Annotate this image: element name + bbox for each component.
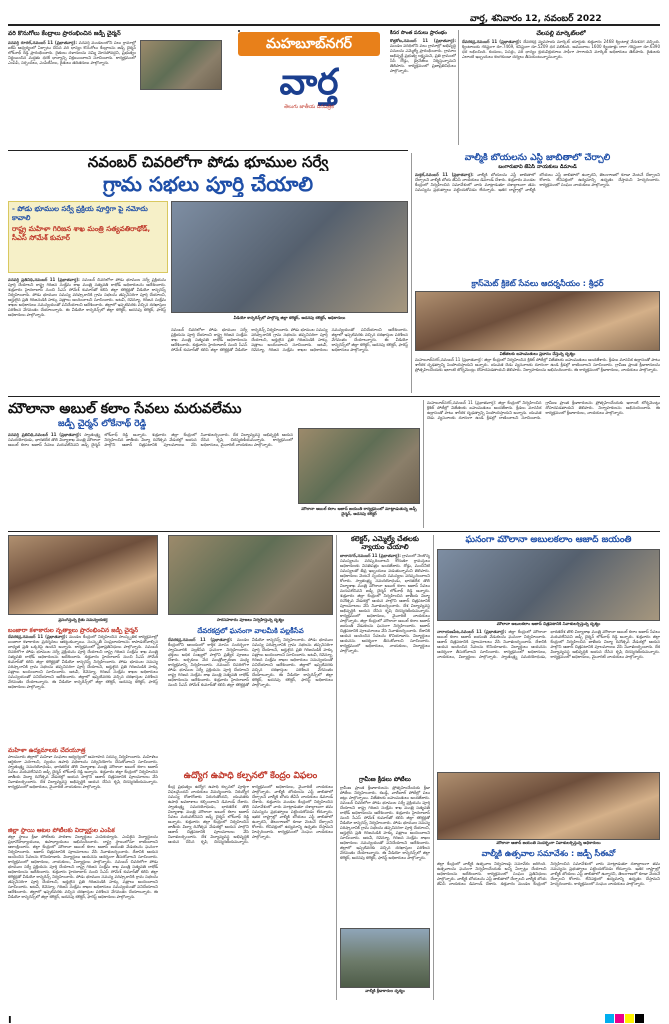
- article-body: వనపర్తి రూరల్,నవంబర్ 11 (ప్రభాతవార్త): వనపర్తి మండలంలోని పలు గ్రామాల్లో ఐకేపీ ఆధ్వర్యంలో ఏర్పాటు చేసిన వరి ధాన్యం కొనుగోలు కేంద్రాలను జడ్పీ చైర్మన్ లోక్‌నాథ్ రెడ్డి ప్రారంభించారు. రైతులు దళారులను నమ్మి మోసపోవద్దని, ప్రభుత్వం నిర్ణయించిన మద్దతు ధరకే ధాన్యాన్ని విక్రయించాలని సూచించారు. కార్యక్రమంలో ఎంపీపీ, సర్పంచ్‌లు, ఎంపీటీసీలు, రైతులు తదితరులు పాల్గొన్నారు.: [8, 40, 136, 65]
- cyan-swatch: [605, 1014, 614, 1023]
- middle-photo: [298, 428, 420, 504]
- caption-2: మౌలానా ఆజాద్ జయంతి సందర్భంగా నివాళులర్పిస్తున్న అధికారులు: [496, 840, 601, 845]
- article-body: వనపర్తి ప్రతినిధి,నవంబర్ 11 (ప్రభాతవార్త): స్వాతంత్ర్య సమరయోధుడు, భారతదేశ తొలి విద్యాశాఖ మంత్రి మౌలానా అబుల్ కలాం ఆజాద్ సేవలు మరువలేనివని జడ్పీ చైర్మన్ లోక్‌నాథ్ రెడ్డి అన్నారు. శుక్రవారం జిల్లా కేంద్రంలో నిర్వహించిన జాతీయ విద్యా దినోత్సవ వేడుకల్లో ఆయన పాల్గొని ఆజాద్ చిత్రపటానికి పూలమాలలు వేసి నివాళులర్పించారు. దేశ విద్యావ్యవస్థ అభివృద్ధికి ఆయన చేసిన కృషి చిరస్మరణీయమన్నారు. కార్యక్రమంలో అధికారులు, మైనారిటీ నాయకులు పాల్గొన్నారు.: [8, 432, 293, 447]
- photo-caption: వాల్మీకి క్రీడాకారుల దృశ్యం: [365, 988, 405, 993]
- black-swatch: [635, 1014, 644, 1023]
- district-name: మహబూబ్‌నగర్: [266, 36, 352, 52]
- caption-2: సారసహకారం పూజలు నిర్వహిస్తున్న దృశ్యం: [216, 617, 285, 622]
- main-story: [8, 153, 408, 393]
- headline: వాల్మీకి బోయలను ఎస్టీ జాబితాలో చేర్చాలి: [464, 153, 611, 163]
- main-body-col2: నవంబర్ చివరిలోగా పోడు భూముల సర్వే ప్రక్రియను పూర్తి చేయాలని రాష్ట్ర గిరిజన సంక్షేమ శాఖ మంత్రి సత్యవతి రాథోడ్ అధికారులను ఆదేశించారు. శుక్రవారం హైదరాబాద్ నుంచి సీఎస్ సోమేశ్ కుమార్‌తో కలిసి జిల్లా కలెక్టర్లతో వీడియో కాన్ఫరెన్స్ నిర్వహించారు. పోడు భూముల సమస్య పరిష్కారానికి గ్రామ సభలను తప్పనిసరిగా పూర్తి చేయాలని, అర్హులైన ప్రతి గిరిజనుడికి హక్కు పత్రాలు అందించాలని సూచించారు. అటవీ, రెవెన్యూ, గిరిజన సంక్షేమ శాఖల అధికారులు సమన్వయంతో పనిచేయాలని ఆదేశించారు. జిల్లాలో ఇప్పటివరకు వచ్చిన దరఖాస్తుల పరిశీలన వేగవంతం చేయాలన్నారు. ఈ వీడియో కాన్ఫరెన్స్‌లో జిల్లా కలెక్టర్, అదనపు కలెక్టర్, ఫారెస్ట్ అధికారులు పాల్గొన్నారు.: [171, 327, 408, 352]
- magenta-swatch: [615, 1014, 624, 1023]
- subheadline: బంగారుబావి జేఏసీ నాయకులు డిమాండ్: [498, 164, 577, 170]
- photo-caption: మౌలానా అబుల్ కలాం ఆజాద్ జయంతి కార్యక్రమంలో మాట్లాడుతున్న జడ్పీ చైర్మన్, అదనపు కలెక్టర్: [301, 506, 417, 516]
- main-subheadline: గ్రామ సభలు పూర్తి చేయాలి: [102, 172, 314, 196]
- sports-photo: [340, 928, 430, 988]
- article-body: బాలానగర్,నవంబర్ 11 (ప్రభాతవార్త): గ్రామంలో నెలకొన్న సమస్యలను పరిష్కరించాలని కోరుతూ గ్రామస్తులు అధికారులకు వినతిపత్రం అందజేశారు. రోడ్లు, మంచినీటి సమస్యలతో తీవ్ర ఇబ్బందులు పడుతున్నామని తెలిపారు. అధికారులు వెంటనే స్పందించి సమస్యలు పరిష్కరించాలని కోరారు. స్వాతంత్ర్య సమరయోధుడు, భారతదేశ తొలి విద్యాశాఖ మంత్రి మౌలానా అబుల్ కలాం ఆజాద్ సేవలు మరువలేనివని జడ్పీ చైర్మన్ లోక్‌నాథ్ రెడ్డి అన్నారు. శుక్రవారం జిల్లా కేంద్రంలో నిర్వహించిన జాతీయ విద్యా దినోత్సవ వేడుకల్లో ఆయన పాల్గొని ఆజాద్ చిత్రపటానికి పూలమాలలు వేసి నివాళులర్పించారు. దేశ విద్యావ్యవస్థ అభివృద్ధికి ఆయన చేసిన కృషి చిరస్మరణీయమన్నారు. కార్యక్రమంలో అధికారులు, మైనారిటీ నాయకులు పాల్గొన్నారు. జిల్లా కేంద్రంలో మౌలానా అబుల్ కలాం ఆజాద్ జయంతి వేడుకలను ఘనంగా నిర్వహించారు. ఆజాద్ చిత్రపటానికి పూలమాలలు వేసి నివాళులర్పించారు. దేశానికి ఆయన అందించిన సేవలను కొనియాడారు. విద్యార్థులు ఆయనను ఆదర్శంగా తీసుకోవాలని సూచించారు. కార్యక్రమంలో అధికారులు, నాయకులు, విద్యార్థులు పాల్గొన్నారు.: [340, 553, 430, 653]
- body-5: కేంద్ర ప్రభుత్వం ఉద్యోగ ఉపాధి కల్పనలో పూర్తిగా విఫలమైందని నాయకులు విమర్శించారు. నిరుద్యోగ సమస్య రోజురోజుకు పెరుగుతోందని, యువతకు ఉపాధి అవకాశాలు కల్పించాలని డిమాండ్ చేశారు. స్వాతంత్ర్య సమరయోధుడు, భారతదేశ తొలి విద్యాశాఖ మంత్రి మౌలానా అబుల్ కలాం ఆజాద్ సేవలు మరువలేనివని జడ్పీ చైర్మన్ లోక్‌నాథ్ రెడ్డి అన్నారు. శుక్రవారం జిల్లా కేంద్రంలో నిర్వహించిన జాతీయ విద్యా దినోత్సవ వేడుకల్లో ఆయన పాల్గొని ఆజాద్ చిత్రపటానికి పూలమాలలు వేసి నివాళులర్పించారు. దేశ విద్యావ్యవస్థ అభివృద్ధికి ఆయన చేసిన కృషి చిరస్మరణీయమన్నారు. కార్యక్రమంలో అధికారులు, మైనారిటీ నాయకులు పాల్గొన్నారు. వాల్మీకి బోయలను ఎస్టీ జాబితాలో చేర్చాలని వాల్మీకి బోయ జేఏసీ నాయకులు డిమాండ్ చేశారు. శుక్రవారం మండల కేంద్రంలో నిర్వహించిన సమావేశంలో వారు మాట్లాడుతూ దశాబ్దాలుగా తమ సమస్యను ప్రభుత్వాలు పట్టించుకోవడం లేదన్నారు. ఇతర రాష్ట్రాల్లో వాల్మీకి బోయలు ఎస్టీ జాబితాలో ఉన్నారని, తెలంగాణలో కూడా వెంటనే చేర్చాలని కోరారు. లేనిపక్షంలో ఉద్యమాన్ని ఉధృతం చేస్తామని హెచ్చరించారు. కార్యక్రమంలో సంఘం నాయకులు పాల్గొన్నారు.: [168, 784, 333, 844]
- pooja-photo: [168, 535, 333, 615]
- right-mid-body: మహబూబ్‌నగర్,నవంబర్ 11 (ప్రభాతవార్త): జిల్లా కేంద్రంలో నిర్వహించిన క్రికెట్ పోటీల్లో విజేతలకు బహుమతులు అందజేశారు. క్రీడలు మానసిక ఉల్లాసంతో పాటు శారీరక దృఢత్వాన్ని పెంపొందిస్తాయని అన్నారు. యువత చెడు వ్యసనాలకు దూరంగా ఉండి క్రీడల్లో రాణించాలని సూచించారు. గ్రామీణ ప్రాంత క్రీడాకారులను ప్రోత్సహించేందుకు ఇలాంటి టోర్నమెంట్లు దోహదపడతాయని తెలిపారు. నిర్వాహకులను అభినందించారు. ఈ కార్యక్రమంలో క్రీడాకారులు, నాయకులు పాల్గొన్నారు.: [427, 400, 660, 420]
- article-body-2: జిల్లా కేంద్రంలో వాల్మీకి ఉత్సవాల నిర్వహణపై సమావేశం జరిగింది. ఉత్సవాలను ఘనంగా నిర్వహించేందుకు అన్ని ఏర్పాట్లు చేయాలని అధికారులను ఆదేశించారు. కార్యక్రమంలో సంఘం ప్రతినిధులు పాల్గొన్నారు. వాల్మీకి బోయలను ఎస్టీ జాబితాలో చేర్చాలని వాల్మీకి బోయ జేఏసీ నాయకులు డిమాండ్ చేశారు. శుక్రవారం మండల కేంద్రంలో నిర్వహించిన సమావేశంలో వారు మాట్లాడుతూ దశాబ్దాలుగా తమ సమస్యను ప్రభుత్వాలు పట్టించుకోవడం లేదన్నారు. ఇతర రాష్ట్రాల్లో వాల్మీకి బోయలు ఎస్టీ జాబితాలో ఉన్నారని, తెలంగాణలో కూడా వెంటనే చేర్చాలని కోరారు. లేనిపక్షంలో ఉద్యమాన్ని ఉధృతం చేస్తామని హెచ్చరించారు. కార్యక్రమంలో సంఘం నాయకులు పాల్గొన్నారు.: [437, 861, 660, 886]
- top-right-small-story: [390, 30, 456, 150]
- caption-1: మౌలానా అబులకలాం ఆజాద్ చిత్రపటానికి నివాళులర్పిస్తున్న దృశ్యం: [496, 621, 601, 626]
- headline: వరి కొనుగోలు కేంద్రాలు ప్రారంభించిన జడ్పీ చైర్మన్: [8, 30, 121, 37]
- headline-2: గ్రామీణ క్రీడలు పోటీలు: [359, 776, 411, 783]
- jayanthi-photo-1: [437, 549, 660, 621]
- logo-tagline: తెలుగు జాతీయ దినపత్రిక: [284, 104, 334, 110]
- color-registration: [605, 1008, 665, 1020]
- right-top-story: [415, 153, 660, 393]
- logo-text: వార్త: [279, 61, 339, 103]
- date-text: వార్త, శనివారం 12, నవంబర్ 2022: [470, 14, 602, 24]
- body-1: దేవరకద్ర,నవంబర్ 11 (ప్రభాతవార్త): మండల కేంద్రంలో నిర్వహించిన సాంస్కృతిక కార్యక్రమాల్లో బంజారా కళాకారుల ప్రదర్శనలు ఆకట్టుకున్నాయి. సంస్కృతీ సంప్రదాయాలను కాపాడుకోవాల్సిన బాధ్యత ప్రతి ఒక్కరిపై ఉందని అన్నారు. కార్యక్రమంలో ప్రజాప్రతినిధులు పాల్గొన్నారు. నవంబర్ చివరిలోగా పోడు భూముల సర్వే ప్రక్రియను పూర్తి చేయాలని రాష్ట్ర గిరిజన సంక్షేమ శాఖ మంత్రి సత్యవతి రాథోడ్ అధికారులను ఆదేశించారు. శుక్రవారం హైదరాబాద్ నుంచి సీఎస్ సోమేశ్ కుమార్‌తో కలిసి జిల్లా కలెక్టర్లతో వీడియో కాన్ఫరెన్స్ నిర్వహించారు. పోడు భూముల సమస్య పరిష్కారానికి గ్రామ సభలను తప్పనిసరిగా పూర్తి చేయాలని, అర్హులైన ప్రతి గిరిజనుడికి హక్కు పత్రాలు అందించాలని సూచించారు. అటవీ, రెవెన్యూ, గిరిజన సంక్షేమ శాఖల అధికారులు సమన్వయంతో పనిచేయాలని ఆదేశించారు. జిల్లాలో ఇప్పటివరకు వచ్చిన దరఖాస్తుల పరిశీలన వేగవంతం చేయాలన్నారు. ఈ వీడియో కాన్ఫరెన్స్‌లో జిల్లా కలెక్టర్, అదనపు కలెక్టర్, ఫారెస్ట్ అధికారులు పాల్గొన్నారు.: [8, 634, 158, 689]
- yellow-swatch: [625, 1014, 634, 1023]
- photo-caption: విజేతలకు బహుమతులు ప్రదానం చేస్తున్న దృశ్యం: [499, 351, 576, 356]
- main-headline: నవంబర్ చివరిలోగా పోడు భూముల సర్వే: [87, 153, 329, 171]
- article-body: కొత్తకోట,నవంబర్ 11 (ప్రభాతవార్త): మండల పరిధిలోని పలు గ్రామాల్లో అభివృద్ధి పనులను ఎమ్మెల్యే ప్రారంభించారు. గ్రామాల అభివృద్ధే ప్రభుత్వ లక్ష్యమని, ప్రతి గ్రామంలో సీసీ రోడ్లు, డ్రైనేజీలు నిర్మిస్తున్నామని తెలిపారు. కార్యక్రమంలో ప్రజాప్రతినిధులు పాల్గొన్నారు.: [390, 38, 456, 73]
- headline: కీసర సొంత పనులు ప్రారంభం: [390, 30, 447, 36]
- article-body: మక్తల్,నవంబర్ 11 (ప్రభాతవార్త): వాల్మీకి బోయలను ఎస్టీ జాబితాలో చేర్చాలని వాల్మీకి బోయ జేఏసీ నాయకులు డిమాండ్ చేశారు. శుక్రవారం మండల కేంద్రంలో నిర్వహించిన సమావేశంలో వారు మాట్లాడుతూ దశాబ్దాలుగా తమ సమస్యను ప్రభుత్వాలు పట్టించుకోవడం లేదన్నారు. ఇతర రాష్ట్రాల్లో వాల్మీకి బోయలు ఎస్టీ జాబితాలో ఉన్నారని, తెలంగాణలో కూడా వెంటనే చేర్చాలని కోరారు. లేనిపక్షంలో ఉద్యమాన్ని ఉధృతం చేస్తామని హెచ్చరించారు. కార్యక్రమంలో సంఘం నాయకులు పాల్గొన్నారు.: [415, 172, 660, 192]
- body-3: పాలమూరు జిల్లాలో మహిళా సంఘాల ఆధ్వర్యంలో అవగాహన సదస్సు నిర్వహించారు. మహిళలు ఆర్థికంగా ఎదగాలని, స్వయం ఉపాధి పథకాలను సద్వినియోగం చేసుకోవాలని సూచించారు. స్వాతంత్ర్య సమరయోధుడు, భారతదేశ తొలి విద్యాశాఖ మంత్రి మౌలానా అబుల్ కలాం ఆజాద్ సేవలు మరువలేనివని జడ్పీ చైర్మన్ లోక్‌నాథ్ రెడ్డి అన్నారు. శుక్రవారం జిల్లా కేంద్రంలో నిర్వహించిన జాతీయ విద్యా దినోత్సవ వేడుకల్లో ఆయన పాల్గొని ఆజాద్ చిత్రపటానికి పూలమాలలు వేసి నివాళులర్పించారు. దేశ విద్యావ్యవస్థ అభివృద్ధికి ఆయన చేసిన కృషి చిరస్మరణీయమన్నారు. కార్యక్రమంలో అధికారులు, మైనారిటీ నాయకులు పాల్గొన్నారు.: [8, 754, 158, 789]
- middle-headline: మౌలానా అబుల్ కలాం సేవలు మరువలేము: [8, 401, 242, 417]
- center-lower-story: [340, 535, 430, 1000]
- headline-2: వాల్మీకి ఉత్సవాల సమావేశం : జడ్పీ సీఈవో: [481, 849, 616, 858]
- article-body: దేవరకద్ర,నవంబర్ 11 (ప్రభాతవార్త): దేవరకద్ర వ్యవసాయ మార్కెట్ యార్డుకు శుక్రవారం 2468 క్వింటాళ్ల వేరుశనగ వచ్చింది. క్వింటాలుకు గరిష్టంగా రూ.7469, కనిష్టంగా రూ.5209 ధర పలికింది. ఆముదాలు 1600 క్వింటాళ్లు రాగా గరిష్టంగా రూ.6390 ధర లభించింది. కందులు, పెసర్లు, వరి ధాన్యం క్రయవిక్రయాలు సాఫీగా సాగాయని మార్కెట్ అధికారులు తెలిపారు. రైతులకు ఎలాంటి ఇబ్బందులు కలగకుండా చర్యలు తీసుకుంటున్నామన్నారు.: [462, 39, 660, 59]
- district-banner: [238, 32, 380, 56]
- cricket-photo: [415, 291, 660, 351]
- middle-subheadline: జడ్పీ చైర్మన్ లోకేనాథ్ రెడ్డి: [58, 419, 147, 429]
- middle-story: [8, 400, 420, 528]
- video-conference-photo: [171, 201, 408, 313]
- left-col-stories: [8, 627, 158, 1000]
- headline-4: జిల్లా స్థాయి ఆటల పోటీలకు విద్యార్థుల ఎంపిక: [8, 827, 115, 834]
- speaker-photo: [8, 535, 158, 615]
- body-2: దేవరకద్ర,నవంబర్ 11 (ప్రభాతవార్త): మండల కేంద్రంలోని ఆలయంలో కార్తీక మాసం సందర్భంగా స్వామివారికి పల్లకీసేవ ఘనంగా నిర్వహించారు. భక్తులు అధిక సంఖ్యలో పాల్గొని ప్రత్యేక పూజలు చేశారు. అర్చకులు వేద మంత్రోచ్ఛారణల మధ్య కార్యక్రమాన్ని నిర్వహించారు. నవంబర్ చివరిలోగా పోడు భూముల సర్వే ప్రక్రియను పూర్తి చేయాలని రాష్ట్ర గిరిజన సంక్షేమ శాఖ మంత్రి సత్యవతి రాథోడ్ అధికారులను ఆదేశించారు. శుక్రవారం హైదరాబాద్ నుంచి సీఎస్ సోమేశ్ కుమార్‌తో కలిసి జిల్లా కలెక్టర్లతో వీడియో కాన్ఫరెన్స్ నిర్వహించారు. పోడు భూముల సమస్య పరిష్కారానికి గ్రామ సభలను తప్పనిసరిగా పూర్తి చేయాలని, అర్హులైన ప్రతి గిరిజనుడికి హక్కు పత్రాలు అందించాలని సూచించారు. అటవీ, రెవెన్యూ, గిరిజన సంక్షేమ శాఖల అధికారులు సమన్వయంతో పనిచేయాలని ఆదేశించారు. జిల్లాలో ఇప్పటివరకు వచ్చిన దరఖాస్తుల పరిశీలన వేగవంతం చేయాలన్నారు. ఈ వీడియో కాన్ఫరెన్స్‌లో జిల్లా కలెక్టర్, అదనపు కలెక్టర్, ఫారెస్ట్ అధికారులు పాల్గొన్నారు.: [168, 637, 333, 687]
- top-left-story: [8, 30, 223, 148]
- jayanthi-photo-2: [437, 772, 660, 840]
- subhead-cricket: క్రాస్‌మెట్ క్రికెట్ సేవలు ఆదర్శనీయం : శ్రీధర్: [471, 279, 604, 288]
- headline-1: బంజారా కళాకారుల నృత్యాలు ప్రారంభించిన జడ్పీ చైర్మన్: [8, 627, 139, 634]
- headline: ఘనంగా మౌలానా అబులకలాం ఆజాద్ జయంతి: [465, 535, 632, 545]
- bullet-box: [8, 201, 168, 273]
- top-right-story: [462, 30, 660, 148]
- caption-1: ప్రసంగిస్తున్న రైతు సమన్వయకర్త: [58, 617, 108, 622]
- headline: చేలపల్లి మార్కెట్‌లలో: [536, 30, 586, 37]
- headline-2: దేవరకద్రలో ఘనంగా వాలమీకి పల్లకీసేవ: [197, 627, 304, 635]
- headline-5: ఉద్యోగ ఉపాధి కల్పనలో కేంద్రం విఫలం: [183, 771, 318, 781]
- article-body-2: మహబూబ్‌నగర్,నవంబర్ 11 (ప్రభాతవార్త): జిల్లా కేంద్రంలో నిర్వహించిన క్రికెట్ పోటీల్లో విజేతలకు బహుమతులు అందజేశారు. క్రీడలు మానసిక ఉల్లాసంతో పాటు శారీరక దృఢత్వాన్ని పెంపొందిస్తాయని అన్నారు. యువత చెడు వ్యసనాలకు దూరంగా ఉండి క్రీడల్లో రాణించాలని సూచించారు. గ్రామీణ ప్రాంత క్రీడాకారులను ప్రోత్సహించేందుకు ఇలాంటి టోర్నమెంట్లు దోహదపడతాయని తెలిపారు. నిర్వాహకులను అభినందించారు. ఈ కార్యక్రమంలో క్రీడాకారులు, నాయకులు పాల్గొన్నారు.: [415, 357, 660, 372]
- news-photo: [140, 40, 222, 90]
- headline-3: మహిళా ఉద్యమాలకు చేదయూత్ర: [8, 747, 86, 754]
- right-lower-story: [437, 535, 660, 1000]
- masthead-logo: [238, 60, 380, 120]
- bullet-2: రాష్ట్ర మహిళా గిరిజన శాఖ మంత్రి సత్యవతిరాథోడ్, సీఎస్ సోమేశ్ కుమార్: [12, 225, 151, 242]
- bullet-1: - పోడు భూముల సర్వే ప్రక్రియ పూర్తిగా పై నమోదు కావాలి: [12, 205, 148, 222]
- article-body: నారాయణపేట,నవంబర్ 11 (ప్రభాతవార్త): జిల్లా కేంద్రంలో మౌలానా అబుల్ కలాం ఆజాద్ జయంతి వేడుకలను ఘనంగా నిర్వహించారు. ఆజాద్ చిత్రపటానికి పూలమాలలు వేసి నివాళులర్పించారు. దేశానికి ఆయన అందించిన సేవలను కొనియాడారు. విద్యార్థులు ఆయనను ఆదర్శంగా తీసుకోవాలని సూచించారు. కార్యక్రమంలో అధికారులు, నాయకులు, విద్యార్థులు పాల్గొన్నారు. స్వాతంత్ర్య సమరయోధుడు, భారతదేశ తొలి విద్యాశాఖ మంత్రి మౌలానా అబుల్ కలాం ఆజాద్ సేవలు మరువలేనివని జడ్పీ చైర్మన్ లోక్‌నాథ్ రెడ్డి అన్నారు. శుక్రవారం జిల్లా కేంద్రంలో నిర్వహించిన జాతీయ విద్యా దినోత్సవ వేడుకల్లో ఆయన పాల్గొని ఆజాద్ చిత్రపటానికి పూలమాలలు వేసి నివాళులర్పించారు. దేశ విద్యావ్యవస్థ అభివృద్ధికి ఆయన చేసిన కృషి చిరస్మరణీయమన్నారు. కార్యక్రమంలో అధికారులు, మైనారిటీ నాయకులు పాల్గొన్నారు.: [437, 629, 660, 659]
- body-4: జిల్లా స్థాయి క్రీడా పోటీలకు పాఠశాల విద్యార్థులు ఎంపికయ్యారు. ఎంపికైన విద్యార్థులను ప్రధానోపాధ్యాయులు, ఉపాధ్యాయులు అభినందించారు. రాష్ట్ర స్థాయిలోనూ రాణించాలని ఆకాంక్షించారు. జిల్లా కేంద్రంలో మౌలానా అబుల్ కలాం ఆజాద్ జయంతి వేడుకలను ఘనంగా నిర్వహించారు. ఆజాద్ చిత్రపటానికి పూలమాలలు వేసి నివాళులర్పించారు. దేశానికి ఆయన అందించిన సేవలను కొనియాడారు. విద్యార్థులు ఆయనను ఆదర్శంగా తీసుకోవాలని సూచించారు. కార్యక్రమంలో అధికారులు, నాయకులు, విద్యార్థులు పాల్గొన్నారు. నవంబర్ చివరిలోగా పోడు భూముల సర్వే ప్రక్రియను పూర్తి చేయాలని రాష్ట్ర గిరిజన సంక్షేమ శాఖ మంత్రి సత్యవతి రాథోడ్ అధికారులను ఆదేశించారు. శుక్రవారం హైదరాబాద్ నుంచి సీఎస్ సోమేశ్ కుమార్‌తో కలిసి జిల్లా కలెక్టర్లతో వీడియో కాన్ఫరెన్స్ నిర్వహించారు. పోడు భూముల సమస్య పరిష్కారానికి గ్రామ సభలను తప్పనిసరిగా పూర్తి చేయాలని, అర్హులైన ప్రతి గిరిజనుడికి హక్కు పత్రాలు అందించాలని సూచించారు. అటవీ, రెవెన్యూ, గిరిజన సంక్షేమ శాఖల అధికారులు సమన్వయంతో పనిచేయాలని ఆదేశించారు. జిల్లాలో ఇప్పటివరకు వచ్చిన దరఖాస్తుల పరిశీలన వేగవంతం చేయాలన్నారు. ఈ వీడియో కాన్ఫరెన్స్‌లో జిల్లా కలెక్టర్, అదనపు కలెక్టర్, ఫారెస్ట్ అధికారులు పాల్గొన్నారు.: [8, 834, 158, 899]
- article-body-2: గ్రామీణ ప్రాంత క్రీడాకారులను ప్రోత్సహించేందుకు క్రీడా పోటీలు నిర్వహించారు. కబడ్డీ, వాలీబాల్ పోటీల్లో పలు జట్లు పాల్గొన్నాయి. విజేతలకు బహుమతులు అందజేశారు. నవంబర్ చివరిలోగా పోడు భూముల సర్వే ప్రక్రియను పూర్తి చేయాలని రాష్ట్ర గిరిజన సంక్షేమ శాఖ మంత్రి సత్యవతి రాథోడ్ అధికారులను ఆదేశించారు. శుక్రవారం హైదరాబాద్ నుంచి సీఎస్ సోమేశ్ కుమార్‌తో కలిసి జిల్లా కలెక్టర్లతో వీడియో కాన్ఫరెన్స్ నిర్వహించారు. పోడు భూముల సమస్య పరిష్కారానికి గ్రామ సభలను తప్పనిసరిగా పూర్తి చేయాలని, అర్హులైన ప్రతి గిరిజనుడికి హక్కు పత్రాలు అందించాలని సూచించారు. అటవీ, రెవెన్యూ, గిరిజన సంక్షేమ శాఖల అధికారులు సమన్వయంతో పనిచేయాలని ఆదేశించారు. జిల్లాలో ఇప్పటివరకు వచ్చిన దరఖాస్తుల పరిశీలన వేగవంతం చేయాలన్నారు. ఈ వీడియో కాన్ఫరెన్స్‌లో జిల్లా కలెక్టర్, అదనపు కలెక్టర్, ఫారెస్ట్ అధికారులు పాల్గొన్నారు.: [340, 785, 430, 860]
- header-rule: [8, 24, 660, 26]
- right-col-stories: [168, 627, 333, 1000]
- photo-caption: వీడియో కాన్ఫరెన్స్‌లో పాల్గొన్న జిల్లా కలెక్టర్, అదనపు కలెక్టర్, అధికారులు: [233, 315, 346, 320]
- date-line: [470, 6, 660, 24]
- main-body-col1: వనపర్తి ప్రతినిధి,నవంబర్ 11 (ప్రభాతవార్త): నవంబర్ చివరిలోగా పోడు భూముల సర్వే ప్రక్రియను పూర్తి చేయాలని రాష్ట్ర గిరిజన సంక్షేమ శాఖ మంత్రి సత్యవతి రాథోడ్ అధికారులను ఆదేశించారు. శుక్రవారం హైదరాబాద్ నుంచి సీఎస్ సోమేశ్ కుమార్‌తో కలిసి జిల్లా కలెక్టర్లతో వీడియో కాన్ఫరెన్స్ నిర్వహించారు. పోడు భూముల సమస్య పరిష్కారానికి గ్రామ సభలను తప్పనిసరిగా పూర్తి చేయాలని, అర్హులైన ప్రతి గిరిజనుడికి హక్కు పత్రాలు అందించాలని సూచించారు. అటవీ, రెవెన్యూ, గిరిజన సంక్షేమ శాఖల అధికారులు సమన్వయంతో పనిచేయాలని ఆదేశించారు. జిల్లాలో ఇప్పటివరకు వచ్చిన దరఖాస్తుల పరిశీలన వేగవంతం చేయాలన్నారు. ఈ వీడియో కాన్ఫరెన్స్‌లో జిల్లా కలెక్టర్, అదనపు కలెక్టర్, ఫారెస్ట్ అధికారులు పాల్గొన్నారు.: [8, 277, 166, 317]
- lower-left-section: [8, 535, 333, 1000]
- page-mark: I: [8, 1015, 12, 1024]
- headline: కలెక్టర్, ఎమ్మెల్యే చేతలకు న్యాయం చేయాలి: [351, 535, 419, 551]
